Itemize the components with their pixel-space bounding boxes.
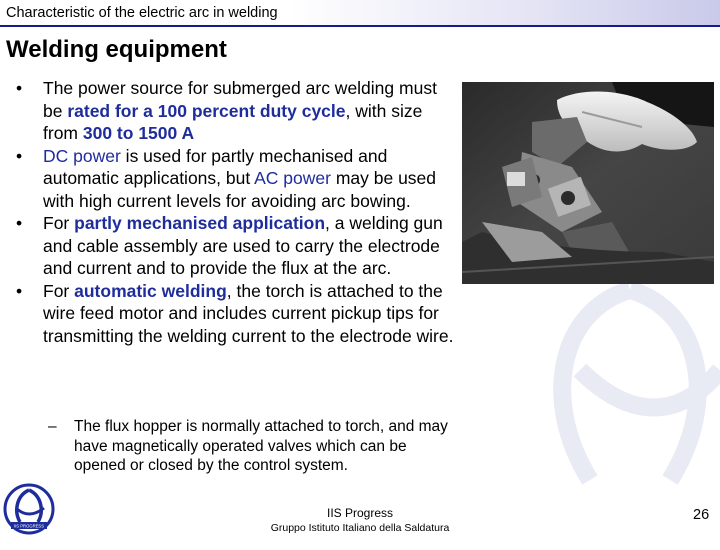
header-rule [0,25,720,27]
background-logo-watermark [520,250,720,550]
highlight-text: automatic welding [74,280,227,301]
bullet-dot: • [16,145,23,166]
sub-bullet-text: The flux hopper is normally attached to torch, and may have magnetically operated valves which can be opened or closed by the control system. [74,418,448,474]
bullet-item [0,212,460,280]
sub-bullet-dash: – [48,418,57,435]
bullet-text: For [43,280,75,301]
bullet-list [0,77,460,347]
svg-text:IIS PROGRESS: IIS PROGRESS [13,523,45,529]
bullet-text: , the torch is attached to the wire feed motor and includes current pickup tips for transmitting the welding current to the electrode wire. [43,280,454,346]
bullet-dot: • [16,78,23,98]
highlight-text: 300 to 1500 A [82,123,195,143]
bullet-text: , a welding gun and cable assembly are used to carry the electrode and current and to provide the flux at the arc. [43,213,443,278]
page-number: 26 [693,507,710,523]
bullet-dot: • [16,280,23,301]
sub-bullet [48,417,448,476]
footer-organization [210,506,510,534]
iis-logo-icon [2,482,56,538]
highlight-text: rated for a 100 percent duty cycle [67,100,346,121]
bullet-item [0,145,460,213]
bullet-text: For [43,213,75,233]
bullet-text: is used for partly mechanised and automatic applications, but [43,145,388,188]
header-title: Characteristic of the electric arc in welding [6,5,278,21]
bullet-dot: • [16,213,23,233]
footer-org-fullname: Gruppo Istituto Italiano della Saldatura [270,522,450,534]
highlight-text: DC power [43,145,121,166]
header-bar [0,0,720,26]
bullet-item [0,280,460,348]
bullet-text: , with size from [43,100,423,143]
footer-org-name: IIS Progress [326,506,394,520]
bullet-text: The power source for submerged arc welding must be [43,78,437,121]
bullet-item [0,77,460,145]
welding-gun-photo [462,82,714,284]
highlight-text: partly mechanised application [74,213,326,233]
bullet-text: may be used with high current levels for avoiding arc bowing. [43,168,437,211]
highlight-text: AC power [254,168,331,188]
slide-heading: Welding equipment [6,36,227,63]
